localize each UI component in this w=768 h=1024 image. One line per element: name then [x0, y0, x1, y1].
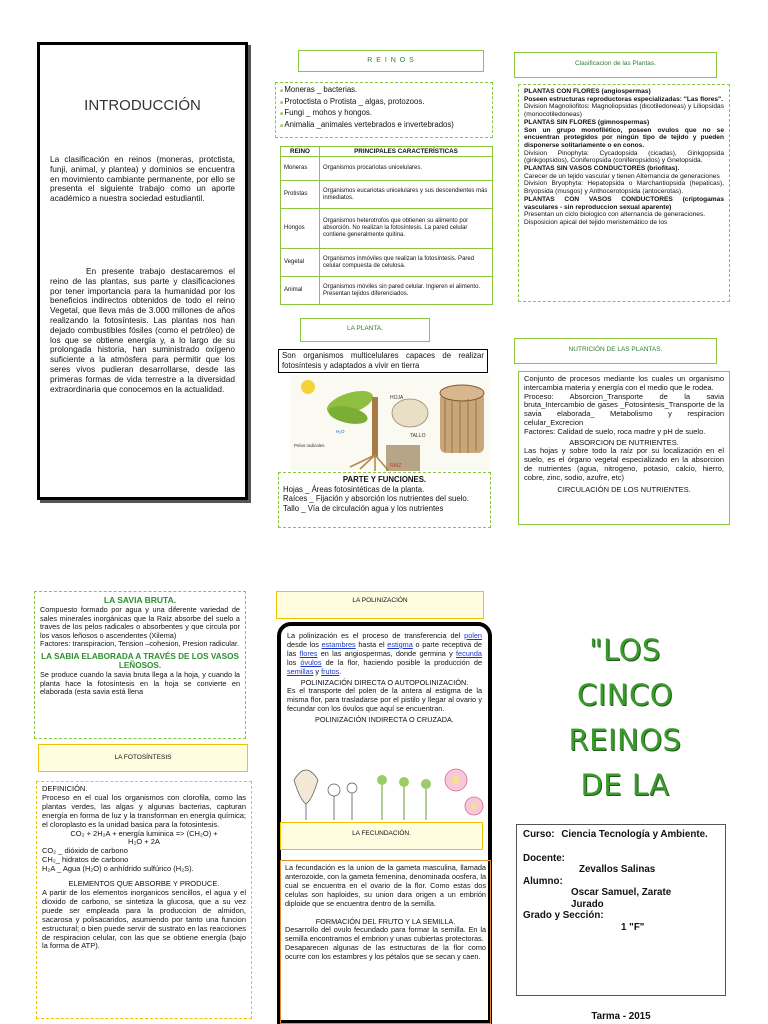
cover-docente-value: Zevallos Salinas: [579, 864, 656, 875]
reinos-table-wrap: [280, 146, 493, 316]
savia-title-1: LA SAVIA BRUTA.: [103, 595, 177, 605]
foto-eq2: H₂O + 2A: [128, 837, 160, 847]
partes-item: Raíces _ Fijación y absorción los nutrientes del suelo.: [283, 494, 469, 503]
table-row: [281, 277, 493, 305]
polinizacion-text: desde los: [287, 639, 322, 649]
table-header-caracteristicas: PRINCIPALES CARACTERÍSTICAS: [320, 147, 493, 157]
polinizacion-link[interactable]: semillas: [287, 666, 314, 676]
nutricion-abs-title: ABSORCION DE NUTRIENTES.: [569, 437, 679, 447]
polinizacion-header-text: LA POLINIZACIÓN: [352, 597, 408, 604]
polinizacion-text: de la flor, haciendo posible la producción de: [321, 657, 482, 667]
cover-curso-value: Ciencia Tecnología y Ambiente.: [561, 829, 708, 840]
savia-p3: Se produce cuando la savia bruta llega a la hoja, y cuando la planta hace la fotosíntesis en la hoja se convierte en elaborada (esta savia está llena: [40, 669, 240, 697]
reinos-list-item: ■ Animalia _animales vertebrados e invertebrados): [280, 120, 488, 132]
clas-line: Presentan un ciclo biologico con alternancia de generaciones.: [524, 211, 706, 219]
planta-header-text: LA PLANTA.: [346, 325, 383, 332]
reinos-list-item: ■ Protoctista o Protista _ algas, protozoos.: [280, 97, 488, 109]
foto-p1: Proceso en el cual los organismos con clorofila, como las plantas verdes, las algas y algunas bacterias, capturan energía en forma de luz y la transforman en energía química; el cloroplasto es la unidad basica para la fotosintesis.: [42, 792, 246, 829]
polinizacion-text: los: [287, 657, 301, 667]
cover-title-line: CINCO: [576, 678, 674, 712]
clas-line: PLANTAS CON FLORES (angiospermas): [524, 88, 651, 95]
intro-title: INTRODUCCIÓN: [84, 97, 201, 114]
plant-diagram-image: [290, 375, 490, 471]
cover-info-box: [516, 824, 726, 996]
clas-line: Poseen estructuras reproductoras especializadas: "Las flores".: [524, 95, 724, 103]
fig-label-h2o: H₂O: [336, 429, 345, 434]
table-cell-desc: Organismos inmóviles que realizan la fotosíntesis. Pared celular compuesta de celulosa.: [320, 249, 493, 277]
table-row: [281, 209, 493, 249]
table-cell-desc: Organismos móviles sin pared celular. Ingieren el alimento. Presentan tejidos diferenciados.: [320, 277, 493, 305]
flower-diagram-image: [284, 760, 486, 822]
partes-item: Hojas _ Áreas fotosintéticas de la planta.: [283, 484, 425, 494]
savia-box: [34, 591, 246, 739]
table-cell-reino: Hongos: [281, 209, 320, 249]
polinizacion-text: y: [313, 666, 322, 676]
savia-p2: Factores: transpiracion, Tension –cohesion, Presion radicular.: [40, 639, 240, 649]
clas-line: Division Bryophyta: Hepatopsida o Marchantiopsida (hepaticas), Bryopsida (musgos) y Anthocerotopsida (antocerotas).: [524, 180, 724, 196]
table-cell-desc: Organismos eucariotas unicelulares y sus descendientes más inmediatos.: [320, 181, 493, 209]
fecundacion-p1: La fecundación es la union de la gameta masculina, llamada anterozoide, con la gameta femenina, denominada oosfera, la cual se encuentra en el ovario de la flor. Como estas dos celulas son haploides, su union dara origen a un embrión diploide que se encuentra dentro de la semilla.: [285, 863, 486, 908]
polinizacion-link[interactable]: fecunda: [456, 648, 482, 658]
nutricion-p1: Conjunto de procesos mediante los cuales un organismo intercambia materia y energía con el medio que le rodea.: [524, 374, 724, 392]
clas-line: Carecer de un tejido vascular y tienen Alternancia de generaciones: [524, 172, 720, 180]
fecundacion-header-text: LA FECUNDACIÓN.: [352, 830, 411, 837]
planta-figure: [290, 375, 490, 471]
polinizacion-directa-title: POLINIZACIÓN DIRECTA O AUTOPOLINIZACIÓN.: [300, 677, 469, 687]
intro-panel: [37, 42, 248, 500]
cover-footer-text: Tarma - 2015: [591, 1011, 651, 1022]
clasificacion-header-text: Clasificacion de las Plantas.: [575, 60, 656, 67]
intro-paragraph-2: En presente trabajo destacaremos el reino de las plantas, sus parte y clasificaciones por tener importancia para la humanidad por los beneficios indirectos obtenidos de todo el reino Vegetal, que lleva más de 3.000 millones de años realizando la fotosíntesis. Las plantas nos han dejado combustibles fósiles (como el petróleo) de los que se obtiene energía y, a lo largo de su prolongada historia, han suministrado oxígeno suficiente a la atmósfera para permitir que los seres vivos pudieran desarrollarse, desde las primeras formas de vida terrestre a la diversidad extraordinaria que conocemos en la actualidad.: [50, 266, 235, 394]
table-cell-reino: Animal: [281, 277, 320, 305]
fecundacion-box: [280, 860, 491, 1024]
table-cell-reino: Protistas: [281, 181, 320, 209]
foto-eq1: CO₂ + 2H₂A + energía luminica => (CH₂O) +: [70, 828, 218, 838]
reinos-header-text: R E I N O S: [367, 57, 415, 64]
fecundacion-l1: Desarrollo del ovulo fecundado para formar la semilla. En la semilla encontramos el embrion y unas cubiertas protectoras.: [285, 925, 486, 944]
savia-title-2: LA SABIA ELABORADA A TRAVÉS DE LOS VASOS LEÑOSOS.: [41, 651, 239, 671]
table-header-reino: REINO: [281, 147, 320, 157]
clas-line: PLANTAS CON VASOS CONDUCTORES (criptogamas vasculares - sin reproduccion sexual aparente): [524, 195, 724, 211]
polinizacion-text: La polinización es el proceso de transferencia del: [287, 631, 465, 640]
cover-docente-label: Docente:: [523, 852, 565, 864]
polinizacion-text: o parte receptiva de las: [287, 639, 482, 658]
cover-alumno-label: Alumno:: [523, 875, 563, 887]
clas-line: Disposicion apical del tejido meristemático de los: [524, 218, 668, 226]
fecundacion-header: [280, 822, 483, 850]
foto-e3: H₂A _ Agua (H₂O) o anhídrido sulfúrico (H₂S).: [42, 864, 194, 874]
partes-title: PARTE Y FUNCIONES.: [342, 475, 427, 484]
cover-grado-label: Grado y Sección:: [523, 910, 604, 921]
cover-alumno-value: Oscar Samuel, Zarate Jurado: [571, 887, 672, 910]
clas-line: Division Magnoliofitos: Magnoliopsidas (dicotiledoneas) y Liliopsidas (monocotiledoneas): [524, 103, 724, 119]
cover-curso-label: Curso:: [523, 829, 555, 840]
polinizacion-indirecta-title: POLINIZACIÓN INDIRECTA O CRUZADA.: [315, 715, 454, 725]
fotosintesis-header-text: LA FOTOSÍNTESIS: [114, 754, 172, 761]
partes-item: Tallo _ Vía de circulación agua y los nutrientes: [283, 503, 444, 513]
polinizacion-p2: Es el transporte del polen de la antera al estigma de la misma flor, para trasladarse por el pistilo y llegar al ovario y fecundar con los óvulos que aquí se encuentran.: [287, 686, 482, 714]
cover-title-line: DE LA: [580, 768, 670, 802]
savia-p1: Compuesto formado por agua y una diferente variedad de sales minerales inorgánicas que la Raíz absorbe del suelo a traves de los pelos radicales o absorbentes y que circula por los vasos leñosos o ascendentes (Xilema): [40, 605, 240, 640]
clasificacion-box: [518, 84, 730, 302]
cover-curso-row: [523, 829, 719, 841]
polinizacion-link[interactable]: óvulos: [300, 657, 322, 667]
intro-paragraph-1: La clasificación en reinos (moneras, protctista, funji, animal, y plantea) y dominios se encuentra en movimiento cambiante permanente, por ello se presenta el siguiente trabajo como un aporte académico a nuestra sociedad estudiantil.: [50, 154, 235, 204]
cover-title-line: REINOS: [568, 723, 682, 757]
polinizacion-text: .: [339, 666, 342, 676]
table-cell-reino: Moneras: [281, 157, 320, 181]
table-cell-reino: Vegetal: [281, 249, 320, 277]
polinizacion-p1: [287, 632, 482, 677]
clas-line: PLANTAS SIN VASOS CONDUCTORES (briofitas).: [524, 165, 680, 173]
nutricion-p4: Las hojas y sobre todo la raíz por su localización en el suelo, es el órgano vegetal especializado en la absorcion de nutrientes (agua, nitrogeno, potasio, calcio, hierro, cobre, zinc, sodio, azufre, etc): [524, 446, 724, 482]
foto-elem-title: ELEMENTOS QUE ABSORBE Y PRODUCE.: [68, 879, 220, 889]
nutricion-box: [518, 371, 730, 525]
fig-label-hoja: HOJA: [390, 395, 404, 401]
nutricion-header: [514, 338, 717, 364]
reinos-list-item: ■ Fungi _ mohos y hongos.: [280, 108, 488, 120]
clas-line: PLANTAS SIN FLORES (gimnospermas): [524, 118, 650, 126]
cover-title: [520, 628, 730, 814]
nutricion-circ-title: CIRCULACIÓN DE LOS NUTRIENTES.: [557, 484, 691, 494]
planta-header: [300, 318, 430, 342]
table-cell-desc: Organismos heterotrofos que obtienen su alimento por absorción. No realizan la fotosíntesis. La pared celular contiene generalmente quitina.: [320, 209, 493, 249]
planta-desc-box: [278, 349, 488, 373]
table-row: [281, 181, 493, 209]
foto-def: DEFINICIÓN.: [42, 784, 88, 793]
nutricion-p2: Proceso: Absorcion_Transporte de la savia bruta_Intercambio de gases _Fotosintesis_Transporte de la savia elaborada_ Metabolismo y respiracion celular_Excrecion: [524, 391, 724, 427]
flower-diagram: [284, 760, 486, 822]
foto-e1: CO₂ _ dióxido de carbono: [42, 846, 128, 856]
polinizacion-link[interactable]: frutos: [321, 666, 340, 676]
clasificacion-header: [514, 52, 717, 78]
table-row: [281, 249, 493, 277]
polinizacion-link[interactable]: estambres: [321, 639, 356, 649]
planta-partes-box: [278, 472, 491, 528]
table-header-row: [281, 147, 493, 157]
foto-p2: A partir de los elementos inorganicos sencillos, el agua y el dioxido de carbono, se sintetiza la glucosa, que a su vez puede ser empleada para la produccion de almidon, sacarosa y polisacaridos, asumiendo por tanto una funcion estructural; o bien puede servir de sustrato en las reacciones de respiracion celular, con las que se obtiene energía (bajo la forma de ATP).: [42, 887, 246, 951]
cover-footer: [518, 1009, 724, 1024]
cover-title-line: "LOS: [589, 633, 661, 667]
reinos-list: [275, 82, 493, 138]
reinos-table: [280, 146, 493, 305]
polinizacion-link[interactable]: estigma: [387, 639, 413, 649]
fotosintesis-box: [36, 781, 252, 1019]
polinizacion-link[interactable]: polen: [464, 631, 482, 640]
clas-line: Division Pinophyta: Cycadopsida (cicadas), Ginkgopsida (ginkgopsidos), Coniferopsida (coniferopsidos) y Gnetopsida.: [524, 149, 724, 165]
polinizacion-text: hasta el: [355, 639, 388, 649]
fotosintesis-header: [38, 744, 248, 772]
table-cell-desc: Organismos procariotas unicelulares.: [320, 157, 493, 181]
reinos-header: [298, 50, 484, 72]
fig-label-raiz: RAÍZ: [390, 463, 402, 469]
fig-label-pelos: Pelos radicales: [294, 443, 325, 448]
cover-grado-value: 1 "F": [621, 921, 645, 933]
foto-e2: CH₂_ hidratos de carbono: [42, 855, 129, 865]
fecundacion-fruto-title: FORMACIÓN DEL FRUTO Y LA SEMILLA.: [315, 916, 456, 926]
clas-line: Son un grupo monofilético, poseen ovulos que no se encuentran protegidos por ningún tipo de tejido y pueden disponerse solitariamente o en conos.: [524, 126, 724, 149]
planta-desc: Son organismos multicelulares capaces de realizar fotosíntesis y adaptados a vivir en tierra: [282, 351, 484, 370]
nutricion-header-text: NUTRICIÓN DE LAS PLANTAS.: [568, 346, 663, 353]
polinizacion-text: en las angiospermas, donde germina y: [317, 648, 457, 658]
polinizacion-header: [276, 591, 484, 619]
fecundacion-l2: Desaparecen algunas de las estructuras de la flor como ocurre con los estambres y los pétalos que se secan y caen.: [285, 943, 486, 962]
reinos-list-item: ■ Moneras _ bacterias.: [280, 85, 488, 97]
polinizacion-link[interactable]: flores: [299, 648, 318, 658]
table-row: [281, 157, 493, 181]
nutricion-p3: Factores: Calidad de suelo, roca madre y pH de suelo.: [524, 426, 706, 436]
fig-label-tallo: TALLO: [410, 433, 426, 439]
